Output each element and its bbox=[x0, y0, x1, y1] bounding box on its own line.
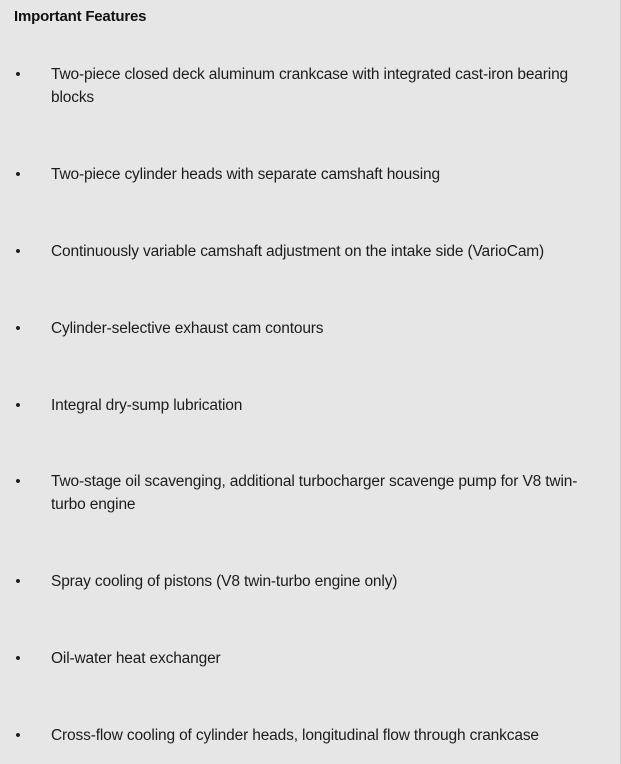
feature-text: Spray cooling of pistons (V8 twin-turbo engine only) bbox=[51, 573, 398, 590]
feature-text: Cross-flow cooling of cylinder heads, longitudinal flow through crankcase bbox=[51, 727, 539, 744]
feature-text: Two-piece cylinder heads with separate camshaft housing bbox=[51, 166, 440, 183]
bullet-icon: • bbox=[15, 473, 21, 490]
bullet-icon: • bbox=[15, 397, 21, 414]
bullet-icon: • bbox=[15, 320, 21, 337]
feature-text: Continuously variable camshaft adjustment on the intake side (VarioCam) bbox=[51, 243, 545, 260]
bullet-icon: • bbox=[15, 650, 21, 667]
bullet-icon: • bbox=[15, 727, 21, 744]
section-title: Important Features bbox=[14, 8, 147, 25]
bullet-icon: • bbox=[15, 243, 21, 260]
feature-text: Two-stage oil scavenging, additional turbocharger scavenge pump for V8 twin-turbo engine bbox=[51, 473, 578, 513]
bullet-icon: • bbox=[15, 166, 21, 183]
feature-text: Integral dry-sump lubrication bbox=[51, 397, 243, 414]
feature-text: Two-piece closed deck aluminum crankcase with integrated cast-iron bearing blocks bbox=[51, 66, 569, 106]
bullet-icon: • bbox=[15, 573, 21, 590]
feature-text: Oil-water heat exchanger bbox=[51, 650, 221, 667]
bullet-icon: • bbox=[15, 66, 21, 83]
feature-text: Cylinder-selective exhaust cam contours bbox=[51, 320, 324, 337]
